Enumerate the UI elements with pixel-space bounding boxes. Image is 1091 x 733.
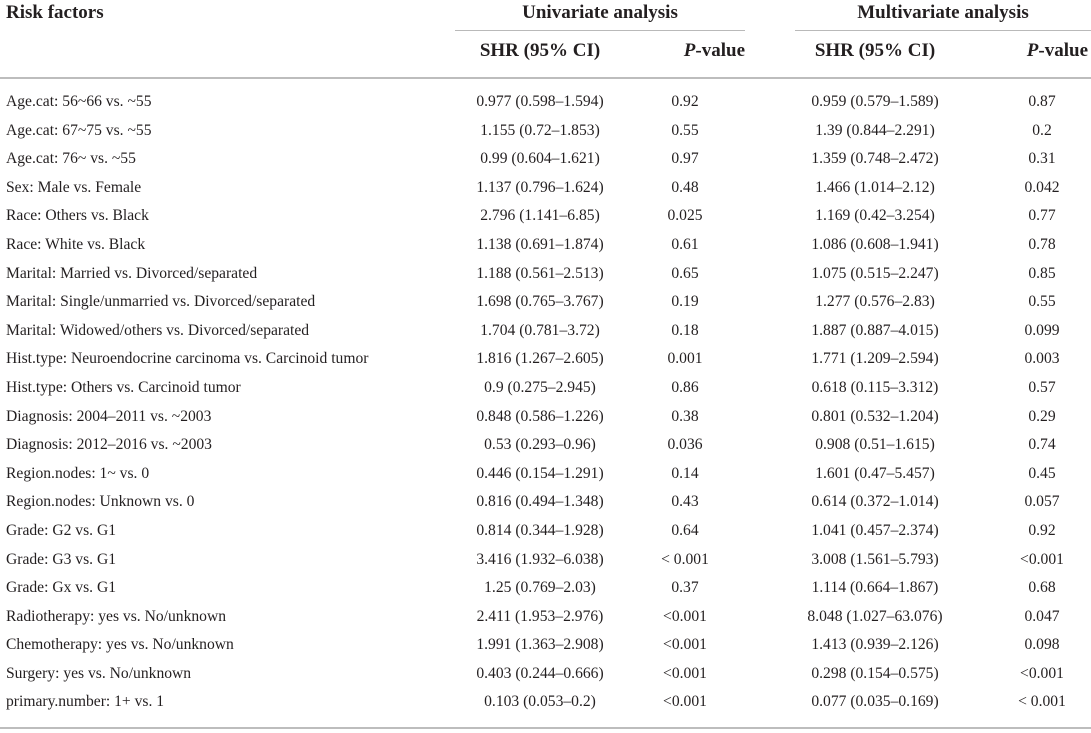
row-multi-shr: 1.114 (0.664–1.867) bbox=[811, 579, 939, 597]
row-multi-p: 0.77 bbox=[1028, 207, 1056, 225]
row-uni-shr: 1.991 (1.363–2.908) bbox=[476, 636, 604, 654]
row-uni-shr: 1.698 (0.765–3.767) bbox=[476, 293, 604, 311]
row-multi-shr: 8.048 (1.027–63.076) bbox=[807, 607, 943, 625]
row-uni-shr: 1.188 (0.561–2.513) bbox=[476, 264, 604, 282]
row-uni-p: < 0.001 bbox=[661, 550, 709, 568]
row-multi-p: 0.68 bbox=[1028, 579, 1056, 597]
table-row bbox=[0, 174, 1091, 203]
row-uni-shr: 0.816 (0.494–1.348) bbox=[476, 493, 604, 511]
header-multi-pvalue: P-value bbox=[1026, 40, 1088, 61]
row-uni-p: <0.001 bbox=[663, 636, 707, 654]
row-multi-p: 0.92 bbox=[1028, 521, 1056, 539]
table-row bbox=[0, 488, 1091, 517]
table-row bbox=[0, 145, 1091, 174]
table-row bbox=[0, 517, 1091, 546]
row-factor: Diagnosis: 2012–2016 vs. ~2003 bbox=[6, 436, 212, 454]
row-multi-shr: 1.601 (0.47–5.457) bbox=[815, 464, 935, 482]
row-uni-shr: 1.816 (1.267–2.605) bbox=[476, 350, 604, 368]
row-uni-p: 0.48 bbox=[671, 178, 699, 196]
row-uni-p: 0.92 bbox=[671, 93, 699, 110]
header-risk-factors: Risk factors bbox=[6, 2, 104, 23]
row-uni-shr: 2.796 (1.141–6.85) bbox=[480, 207, 600, 225]
row-multi-shr: 0.908 (0.51–1.615) bbox=[815, 436, 935, 454]
row-factor: Sex: Male vs. Female bbox=[6, 178, 142, 196]
row-factor: Grade: Gx vs. G1 bbox=[6, 579, 117, 597]
row-uni-p: 0.64 bbox=[671, 521, 699, 539]
row-multi-p: 0.78 bbox=[1028, 235, 1056, 253]
row-multi-p: 0.85 bbox=[1028, 264, 1056, 282]
row-factor: Marital: Married vs. Divorced/separated bbox=[6, 264, 258, 282]
row-uni-p: 0.18 bbox=[671, 321, 699, 339]
row-multi-shr: 1.359 (0.748–2.472) bbox=[811, 150, 939, 168]
row-uni-p: 0.38 bbox=[671, 407, 699, 425]
row-multi-shr: 1.169 (0.42–3.254) bbox=[815, 207, 935, 225]
row-factor: Grade: G3 vs. G1 bbox=[6, 550, 117, 568]
row-factor: Marital: Widowed/others vs. Divorced/separated bbox=[6, 321, 310, 339]
row-uni-p: 0.14 bbox=[671, 464, 699, 482]
row-uni-shr: 0.403 (0.244–0.666) bbox=[476, 664, 604, 682]
row-factor: Chemotherapy: yes vs. No/unknown bbox=[6, 636, 234, 654]
row-uni-shr: 0.814 (0.344–1.928) bbox=[476, 521, 604, 539]
row-factor: Age.cat: 76~ vs. ~55 bbox=[6, 150, 136, 168]
table-row bbox=[0, 460, 1091, 489]
header-multi-shr: SHR (95% CI) bbox=[814, 40, 936, 61]
row-uni-p: 0.86 bbox=[671, 378, 699, 396]
row-multi-p: 0.057 bbox=[1024, 493, 1060, 511]
row-uni-shr: 0.99 (0.604–1.621) bbox=[480, 150, 600, 168]
table-row bbox=[0, 403, 1091, 432]
row-factor: primary.number: 1+ vs. 1 bbox=[6, 693, 165, 711]
row-multi-shr: 1.086 (0.608–1.941) bbox=[811, 235, 939, 253]
row-factor: Race: Others vs. Black bbox=[6, 207, 149, 225]
row-multi-p: 0.87 bbox=[1028, 93, 1056, 110]
row-uni-shr: 1.137 (0.796–1.624) bbox=[476, 178, 604, 196]
row-uni-shr: 1.155 (0.72–1.853) bbox=[480, 121, 600, 139]
table-row bbox=[0, 202, 1091, 231]
table-row bbox=[0, 688, 1091, 717]
row-uni-p: <0.001 bbox=[663, 664, 707, 682]
table-row bbox=[0, 431, 1091, 460]
row-uni-shr: 2.411 (1.953–2.976) bbox=[476, 607, 604, 625]
row-multi-p: 0.099 bbox=[1024, 321, 1060, 339]
row-multi-p: 0.57 bbox=[1028, 378, 1056, 396]
header-uni-pvalue: P-value bbox=[683, 40, 745, 61]
row-multi-shr: 0.618 (0.115–3.312) bbox=[811, 378, 939, 396]
row-uni-shr: 0.103 (0.053–0.2) bbox=[484, 693, 596, 711]
row-uni-p: 0.19 bbox=[671, 293, 699, 311]
row-uni-p: <0.001 bbox=[663, 693, 707, 711]
row-multi-shr: 1.39 (0.844–2.291) bbox=[815, 121, 935, 139]
row-multi-shr: 1.413 (0.939–2.126) bbox=[811, 636, 939, 654]
row-multi-shr: 0.801 (0.532–1.204) bbox=[811, 407, 939, 425]
row-uni-p: 0.55 bbox=[671, 121, 699, 139]
row-multi-p: 0.047 bbox=[1024, 607, 1060, 625]
row-multi-p: 0.098 bbox=[1024, 636, 1060, 654]
row-uni-p: 0.61 bbox=[671, 235, 699, 253]
row-multi-p: 0.45 bbox=[1028, 464, 1056, 482]
row-uni-p: 0.025 bbox=[667, 207, 703, 225]
row-multi-p: 0.003 bbox=[1024, 350, 1060, 368]
row-uni-p: 0.97 bbox=[671, 150, 699, 168]
table-bottom-rule bbox=[0, 727, 1091, 729]
row-multi-shr: 1.075 (0.515–2.247) bbox=[811, 264, 939, 282]
row-factor: Radiotherapy: yes vs. No/unknown bbox=[6, 607, 227, 625]
row-factor: Diagnosis: 2004–2011 vs. ~2003 bbox=[6, 407, 212, 425]
table-row bbox=[0, 546, 1091, 575]
row-uni-p: 0.001 bbox=[667, 350, 703, 368]
row-multi-shr: 0.298 (0.154–0.575) bbox=[811, 664, 939, 682]
row-uni-p: 0.036 bbox=[667, 436, 703, 454]
row-uni-p: 0.37 bbox=[671, 579, 699, 597]
row-uni-shr: 0.848 (0.586–1.226) bbox=[476, 407, 604, 425]
row-uni-shr: 1.704 (0.781–3.72) bbox=[480, 321, 600, 339]
row-multi-shr: 0.959 (0.579–1.589) bbox=[811, 93, 939, 110]
table-row bbox=[0, 88, 1091, 117]
row-uni-p: <0.001 bbox=[663, 607, 707, 625]
row-uni-shr: 1.25 (0.769–2.03) bbox=[484, 579, 596, 597]
table-row bbox=[0, 574, 1091, 603]
row-uni-shr: 1.138 (0.691–1.874) bbox=[476, 235, 604, 253]
row-factor: Age.cat: 56~66 vs. ~55 bbox=[6, 93, 152, 110]
row-multi-shr: 1.466 (1.014–2.12) bbox=[815, 178, 935, 196]
table-row bbox=[0, 288, 1091, 317]
header-multivariate: Multivariate analysis bbox=[857, 2, 1029, 23]
row-factor: Hist.type: Neuroendocrine carcinoma vs. Carcinoid tumor bbox=[6, 350, 369, 368]
row-multi-shr: 0.614 (0.372–1.014) bbox=[811, 493, 939, 511]
header-univariate: Univariate analysis bbox=[522, 2, 678, 23]
table-row bbox=[0, 374, 1091, 403]
table-row bbox=[0, 317, 1091, 346]
row-factor: Hist.type: Others vs. Carcinoid tumor bbox=[6, 378, 241, 396]
row-uni-shr: 0.977 (0.598–1.594) bbox=[476, 93, 604, 110]
header-uni-shr: SHR (95% CI) bbox=[479, 40, 601, 61]
row-multi-p: 0.74 bbox=[1028, 436, 1056, 454]
row-multi-shr: 1.277 (0.576–2.83) bbox=[815, 293, 935, 311]
table-row bbox=[0, 631, 1091, 660]
univariate-rule bbox=[455, 30, 745, 31]
row-factor: Surgery: yes vs. No/unknown bbox=[6, 664, 192, 682]
multivariate-rule bbox=[795, 30, 1091, 31]
table-body bbox=[0, 88, 1091, 717]
header-divider bbox=[0, 77, 1091, 79]
table-row bbox=[0, 345, 1091, 374]
table-row bbox=[0, 260, 1091, 289]
row-factor: Marital: Single/unmarried vs. Divorced/separated bbox=[6, 293, 316, 311]
row-multi-p: 0.31 bbox=[1028, 150, 1056, 168]
row-multi-shr: 1.041 (0.457–2.374) bbox=[811, 521, 939, 539]
row-uni-p: 0.65 bbox=[671, 264, 699, 282]
row-uni-shr: 0.53 (0.293–0.96) bbox=[484, 436, 596, 454]
row-factor: Region.nodes: 1~ vs. 0 bbox=[6, 464, 150, 482]
row-multi-shr: 3.008 (1.561–5.793) bbox=[811, 550, 939, 568]
row-multi-shr: 1.887 (0.887–4.015) bbox=[811, 321, 939, 339]
row-multi-p: <0.001 bbox=[1020, 550, 1064, 568]
row-multi-p: 0.55 bbox=[1028, 293, 1056, 311]
row-multi-shr: 1.771 (1.209–2.594) bbox=[811, 350, 939, 368]
row-factor: Age.cat: 67~75 vs. ~55 bbox=[6, 121, 152, 139]
row-uni-shr: 3.416 (1.932–6.038) bbox=[476, 550, 604, 568]
row-multi-shr: 0.077 (0.035–0.169) bbox=[811, 693, 939, 711]
row-factor: Region.nodes: Unknown vs. 0 bbox=[6, 493, 195, 511]
row-multi-p: 0.042 bbox=[1024, 178, 1060, 196]
table-row bbox=[0, 231, 1091, 260]
row-multi-p: 0.29 bbox=[1028, 407, 1056, 425]
table-row bbox=[0, 660, 1091, 689]
row-uni-shr: 0.446 (0.154–1.291) bbox=[476, 464, 604, 482]
row-multi-p: <0.001 bbox=[1020, 664, 1064, 682]
row-multi-p: < 0.001 bbox=[1018, 693, 1066, 711]
row-multi-p: 0.2 bbox=[1032, 121, 1052, 139]
row-factor: Race: White vs. Black bbox=[6, 235, 146, 253]
table-row bbox=[0, 117, 1091, 146]
row-uni-p: 0.43 bbox=[671, 493, 699, 511]
row-factor: Grade: G2 vs. G1 bbox=[6, 521, 117, 539]
row-uni-shr: 0.9 (0.275–2.945) bbox=[484, 378, 596, 396]
table-row bbox=[0, 603, 1091, 632]
